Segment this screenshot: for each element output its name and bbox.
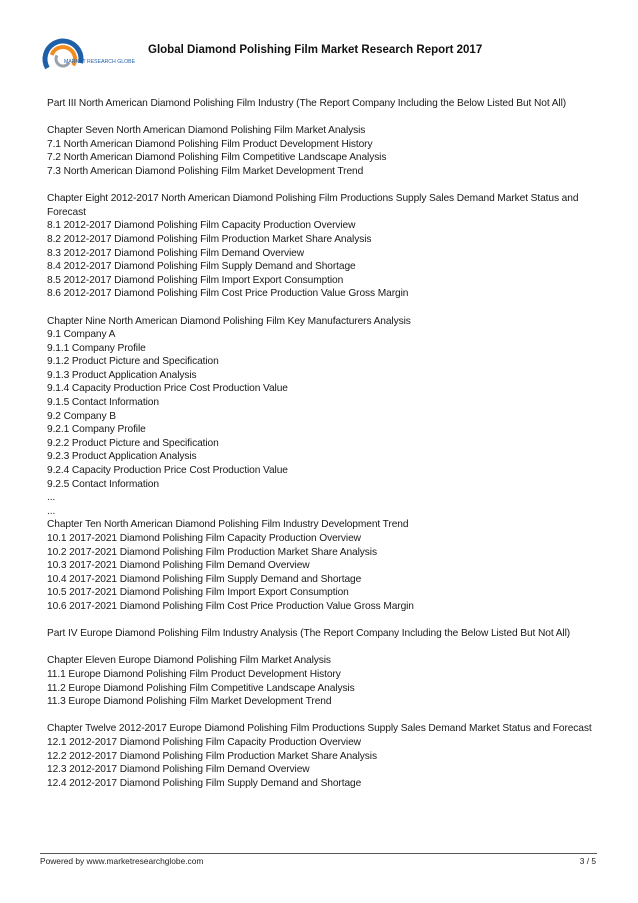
toc-line: 11.1 Europe Diamond Polishing Film Product Development History xyxy=(47,668,341,680)
toc-line: 9.1.1 Company Profile xyxy=(47,342,146,354)
toc-line: Chapter Eight 2012-2017 North American Diamond Polishing Film Productions Supply Sales Demand Market Status and Forecast xyxy=(47,193,579,218)
toc-line: 9.2.3 Product Application Analysis xyxy=(47,451,197,463)
toc-line: 10.5 2017-2021 Diamond Polishing Film Import Export Consumption xyxy=(47,587,349,599)
toc-line: Chapter Nine North American Diamond Polishing Film Key Manufacturers Analysis xyxy=(47,315,411,327)
toc-line: 7.3 North American Diamond Polishing Film Market Development Trend xyxy=(47,165,364,177)
toc-line: 10.2 2017-2021 Diamond Polishing Film Production Market Share Analysis xyxy=(47,546,377,558)
toc-line: Chapter Ten North American Diamond Polishing Film Industry Development Trend xyxy=(47,519,409,531)
toc-section xyxy=(47,192,595,301)
toc-line: ... xyxy=(47,505,56,517)
toc-line: 9.1.3 Product Application Analysis xyxy=(47,369,197,381)
toc-line: 8.1 2012-2017 Diamond Polishing Film Capacity Production Overview xyxy=(47,220,356,232)
toc-line: 11.2 Europe Diamond Polishing Film Competitive Landscape Analysis xyxy=(47,682,355,694)
toc-line: 9.1.2 Product Picture and Specification xyxy=(47,356,219,368)
toc-line: 10.3 2017-2021 Diamond Polishing Film Demand Overview xyxy=(47,560,310,572)
toc-line: 10.1 2017-2021 Diamond Polishing Film Capacity Production Overview xyxy=(47,533,361,544)
toc-line: 9.2.5 Contact Information xyxy=(47,478,159,490)
toc-line: 7.2 North American Diamond Polishing Film Competitive Landscape Analysis xyxy=(47,152,387,164)
toc-section xyxy=(47,124,595,178)
toc-section xyxy=(47,315,595,614)
report-title: Global Diamond Polishing Film Market Research Report 2017 xyxy=(148,44,483,56)
toc-line: Part IV Europe Diamond Polishing Film Industry Analysis (The Report Company Including the Below Listed But Not All) xyxy=(47,628,571,640)
footer-source: Powered by www.marketresearchglobe.com xyxy=(40,856,204,866)
toc-line: Part III North American Diamond Polishing Film Industry (The Report Company Including the Below Listed But Not All) xyxy=(47,98,567,109)
logo-text: MARKET RESEARCH GLOBE xyxy=(64,59,136,65)
toc-line: ... xyxy=(47,492,56,504)
toc-line: 9.2.1 Company Profile xyxy=(47,424,146,436)
toc-line: 9.2.4 Capacity Production Price Cost Production Value xyxy=(47,465,288,477)
toc-line: 7.1 North American Diamond Polishing Film Product Development History xyxy=(47,138,373,150)
company-logo xyxy=(40,36,140,82)
toc-line: 9.1.5 Contact Information xyxy=(47,397,159,409)
toc-line: Chapter Eleven Europe Diamond Polishing Film Market Analysis xyxy=(47,655,331,667)
toc-line: 9.1 Company A xyxy=(47,329,116,341)
toc-line: 10.6 2017-2021 Diamond Polishing Film Cost Price Production Value Gross Margin xyxy=(47,600,414,612)
toc-line: 12.1 2012-2017 Diamond Polishing Film Capacity Production Overview xyxy=(47,736,361,748)
toc-line: 9.2.2 Product Picture and Specification xyxy=(47,437,219,449)
toc-line: 8.2 2012-2017 Diamond Polishing Film Production Market Share Analysis xyxy=(47,233,372,245)
toc-section xyxy=(47,97,595,111)
toc-line: 10.4 2017-2021 Diamond Polishing Film Supply Demand and Shortage xyxy=(47,573,362,585)
toc-line: 8.4 2012-2017 Diamond Polishing Film Supply Demand and Shortage xyxy=(47,261,356,273)
toc-line: 9.1.4 Capacity Production Price Cost Production Value xyxy=(47,383,288,395)
toc-line: 12.4 2012-2017 Diamond Polishing Film Supply Demand and Shortage xyxy=(47,777,362,789)
table-of-contents xyxy=(47,97,595,804)
page-number: 3 / 5 xyxy=(579,856,596,866)
toc-line: 8.6 2012-2017 Diamond Polishing Film Cost Price Production Value Gross Margin xyxy=(47,288,409,300)
toc-line: 12.3 2012-2017 Diamond Polishing Film Demand Overview xyxy=(47,764,310,776)
toc-section xyxy=(47,654,595,708)
toc-line: 11.3 Europe Diamond Polishing Film Market Development Trend xyxy=(47,696,332,708)
logo-rings-icon xyxy=(40,36,140,82)
footer-divider xyxy=(40,853,597,854)
toc-line: Chapter Twelve 2012-2017 Europe Diamond Polishing Film Productions Supply Sales Demand Market Status and Forecast xyxy=(47,723,592,735)
toc-section xyxy=(47,722,595,790)
toc-line: 8.5 2012-2017 Diamond Polishing Film Import Export Consumption xyxy=(47,274,344,286)
toc-line: 8.3 2012-2017 Diamond Polishing Film Demand Overview xyxy=(47,247,304,259)
toc-line: 9.2 Company B xyxy=(47,410,116,422)
toc-line: Chapter Seven North American Diamond Polishing Film Market Analysis xyxy=(47,125,366,137)
toc-section xyxy=(47,627,595,641)
toc-line: 12.2 2012-2017 Diamond Polishing Film Production Market Share Analysis xyxy=(47,750,377,762)
